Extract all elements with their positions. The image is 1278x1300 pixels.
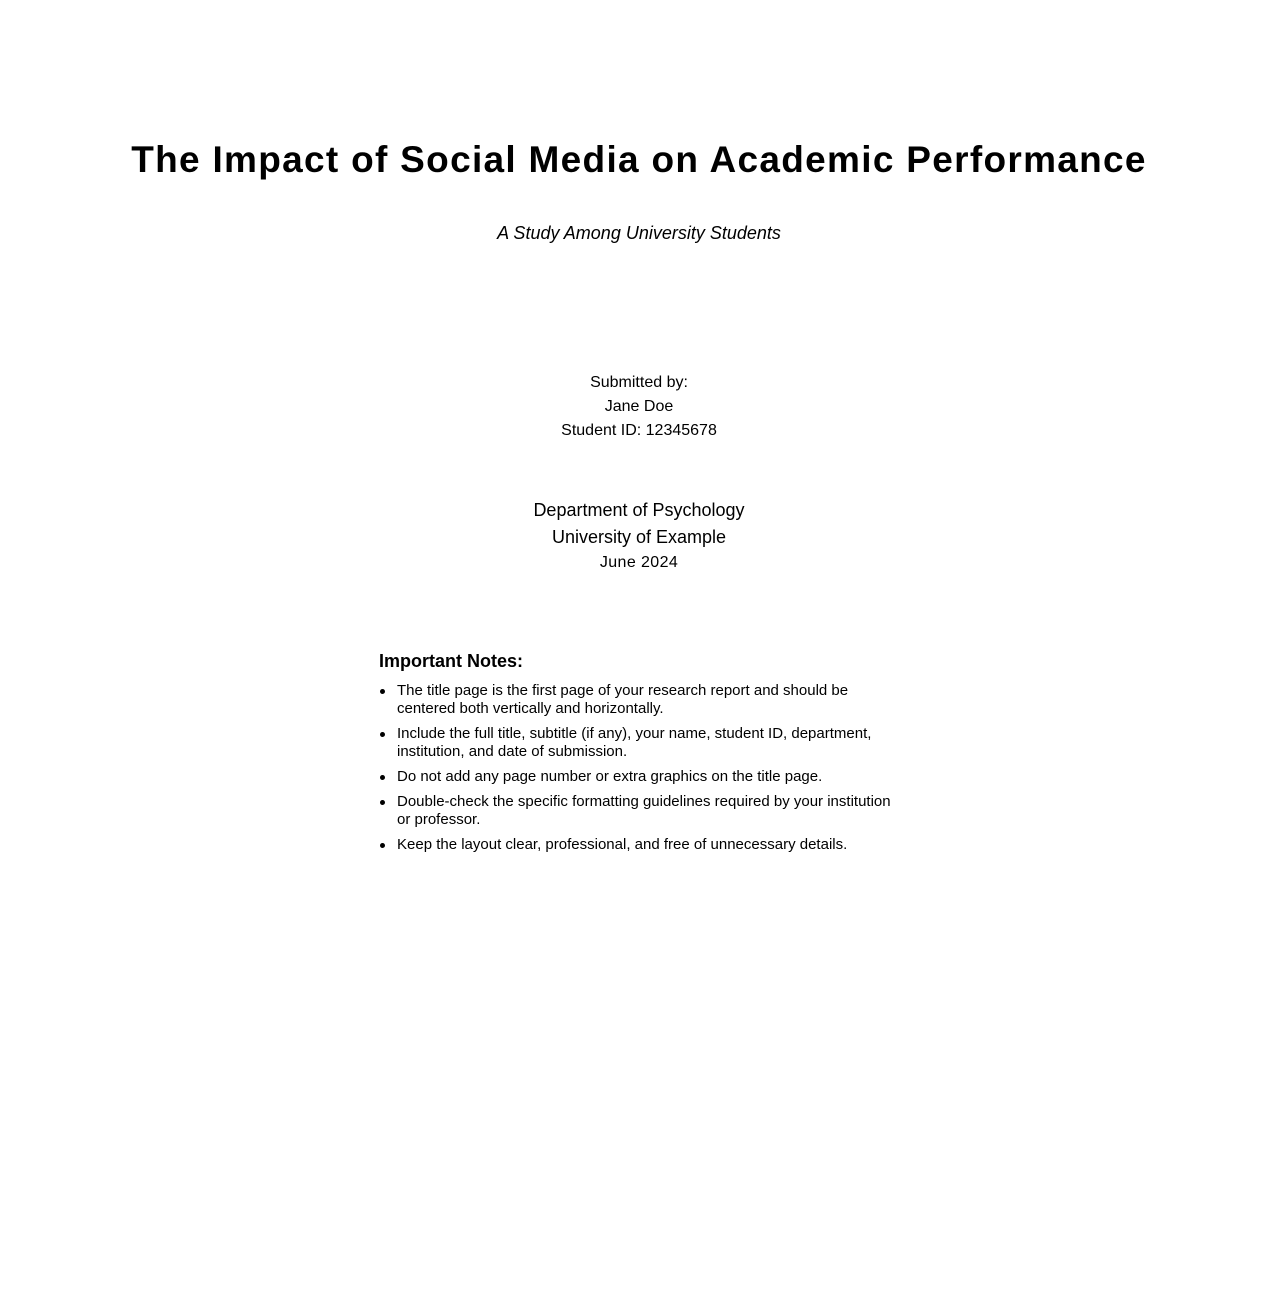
list-item	[379, 725, 895, 761]
author-name: Jane Doe	[604, 398, 674, 415]
bullet-icon	[380, 800, 385, 805]
department: Department of Psychology	[533, 500, 745, 520]
page-title: The Impact of Social Media on Academic Performance	[131, 139, 1147, 180]
list-item	[379, 793, 895, 829]
submitted-by-block	[0, 371, 1278, 443]
note-text: Do not add any page number or extra graphics on the title page.	[397, 768, 823, 785]
list-item	[379, 836, 895, 854]
bullet-icon	[380, 843, 385, 848]
note-text: Double-check the specific formatting guidelines required by your institution or professor.	[397, 793, 891, 828]
submitted-by-label: Submitted by:	[590, 374, 688, 391]
notes-heading: Important Notes:	[379, 651, 523, 671]
student-id: Student ID: 12345678	[561, 422, 717, 439]
note-text: Include the full title, subtitle (if any), your name, student ID, department, institution, and date of submission.	[397, 725, 872, 760]
note-text: Keep the layout clear, professional, and free of unnecessary details.	[397, 836, 848, 853]
important-notes	[379, 648, 899, 861]
page-subtitle: A Study Among University Students	[497, 223, 781, 243]
institution-block	[0, 497, 1278, 575]
university: University of Example	[551, 527, 727, 547]
list-item	[379, 768, 895, 786]
list-item	[379, 682, 895, 718]
submission-date: June 2024	[599, 554, 679, 571]
bullet-icon	[380, 775, 385, 780]
bullet-icon	[380, 732, 385, 737]
note-text: The title page is the first page of your research report and should be centered both vertically and horizontally.	[397, 682, 849, 717]
notes-list	[379, 682, 899, 854]
bullet-icon	[380, 689, 385, 694]
